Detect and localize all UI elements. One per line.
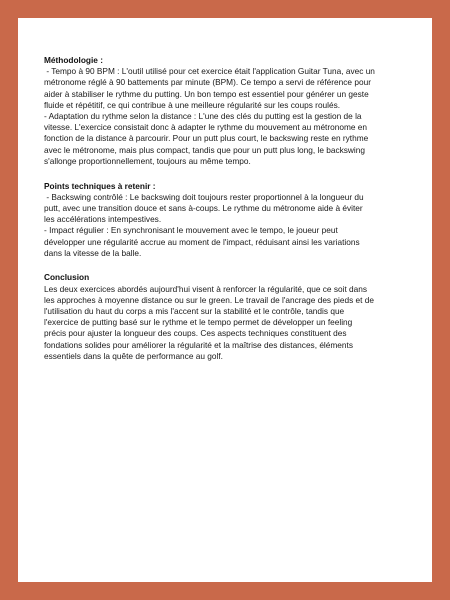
text-line: précis pour ajuster la longueur des coups. Ces aspects techniques constituent des [44, 328, 347, 339]
text-line: fluide et répétitif, ce qui contribue à une meilleure régularité sur les coups roulés. [44, 99, 341, 110]
text-line: dans la vitesse de la balle. [44, 247, 142, 258]
section-conclusion [44, 272, 406, 362]
text-line: putt, avec une transition douce et sans à-coups. Le rythme du métronome aide à éviter [44, 202, 363, 213]
text-line: les approches à moyenne distance ou sur le green. Le travail de l'ancrage des pieds et de [44, 294, 374, 305]
section-heading: Méthodologie : [44, 55, 103, 65]
text-line: vitesse. L'exercice consistait donc à adapter le rythme du mouvement au métronome en [44, 122, 368, 133]
text-line: l'utilisation du haut du corps a mis l'accent sur la stabilité et le contrôle, tandis que [44, 306, 345, 317]
section-methodologie [44, 55, 406, 167]
text-line: - Adaptation du rythme selon la distance : L'une des clés du putting est la gestion de la [44, 111, 362, 122]
text-line: - Tempo à 90 BPM : L'outil utilisé pour cet exercice était l'application Guitar Tuna, avec un [44, 66, 375, 77]
text-line: essentiels dans la quête de performance au golf. [44, 350, 223, 361]
text-line: Les deux exercices abordés aujourd'hui visent à renforcer la régularité, que ce soit dans [44, 283, 368, 294]
text-line: - Backswing contrôlé : Le backswing doit toujours rester proportionnel à la longueur du [44, 191, 364, 202]
section-heading: Conclusion [44, 272, 90, 283]
section-heading: Points techniques à retenir : [44, 180, 156, 191]
section-points-techniques [44, 181, 406, 259]
text-line: - Impact régulier : En synchronisant le mouvement avec le tempo, le joueur peut [44, 225, 338, 236]
text-line: les accélérations intempestives. [44, 214, 162, 225]
text-line: aider à stabiliser le rythme du putting. Un bon tempo est essentiel pour générer un geste [44, 88, 369, 99]
document-page [18, 18, 432, 582]
text-line: fonction de la distance à parcourir. Pour un putt plus court, le backswing reste en rythme [44, 133, 369, 144]
text-line: fondations solides pour améliorer la régularité et la maîtrise des distances, éléments [44, 339, 353, 350]
text-line: l'exercice de putting basé sur le rythme et le tempo permet de développer un feeling [44, 317, 353, 328]
text-line: avec le métronome, mais plus compact, tandis que pour un putt plus long, le backswing [44, 144, 365, 155]
text-line: développer une régularité accrue au moment de l'impact, réduisant ainsi les variations [44, 236, 360, 247]
text-line: métronome réglé à 90 battements par minute (BPM). Ce tempo a servi de référence pour [44, 77, 371, 88]
text-line: s'allonge proportionnellement, toujours au même tempo. [44, 155, 251, 166]
